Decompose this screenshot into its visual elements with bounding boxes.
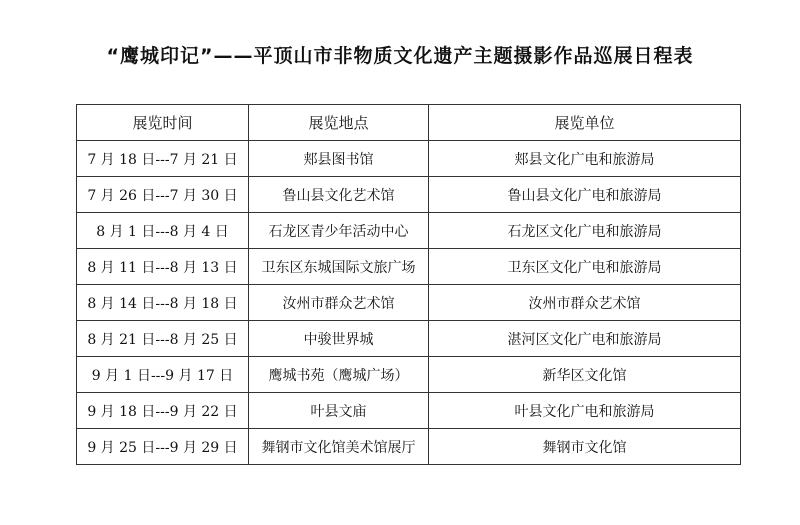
cell-time: 8 月 11 日---8 月 13 日 <box>77 249 249 285</box>
cell-venue: 中骏世界城 <box>249 321 429 357</box>
cell-time: 8 月 21 日---8 月 25 日 <box>77 321 249 357</box>
table-row <box>77 249 741 285</box>
cell-organizer: 鲁山县文化广电和旅游局 <box>429 177 741 213</box>
cell-organizer: 郏县文化广电和旅游局 <box>429 141 741 177</box>
cell-time: 9 月 18 日---9 月 22 日 <box>77 393 249 429</box>
table-row <box>77 285 741 321</box>
exhibition-schedule-table <box>76 104 741 465</box>
table-row <box>77 177 741 213</box>
table-row <box>77 321 741 357</box>
cell-organizer: 舞钢市文化馆 <box>429 429 741 465</box>
table-row <box>77 213 741 249</box>
cell-time: 7 月 18 日---7 月 21 日 <box>77 141 249 177</box>
cell-venue: 汝州市群众艺术馆 <box>249 285 429 321</box>
table-row <box>77 393 741 429</box>
cell-venue: 鹰城书苑（鹰城广场） <box>249 357 429 393</box>
cell-time: 8 月 1 日---8 月 4 日 <box>77 213 249 249</box>
cell-time: 8 月 14 日---8 月 18 日 <box>77 285 249 321</box>
table-row <box>77 141 741 177</box>
cell-organizer: 汝州市群众艺术馆 <box>429 285 741 321</box>
cell-venue: 叶县文庙 <box>249 393 429 429</box>
cell-venue: 石龙区青少年活动中心 <box>249 213 429 249</box>
header-exhibition-organizer: 展览单位 <box>429 105 741 141</box>
table-row <box>77 429 741 465</box>
cell-organizer: 叶县文化广电和旅游局 <box>429 393 741 429</box>
cell-venue: 卫东区东城国际文旅广场 <box>249 249 429 285</box>
cell-venue: 舞钢市文化馆美术馆展厅 <box>249 429 429 465</box>
header-exhibition-time: 展览时间 <box>77 105 249 141</box>
cell-time: 9 月 25 日---9 月 29 日 <box>77 429 249 465</box>
header-exhibition-venue: 展览地点 <box>249 105 429 141</box>
document-title: “鹰城印记”——平顶山市非物质文化遗产主题摄影作品巡展日程表 <box>106 45 694 67</box>
cell-organizer: 新华区文化馆 <box>429 357 741 393</box>
cell-venue: 鲁山县文化艺术馆 <box>249 177 429 213</box>
cell-organizer: 湛河区文化广电和旅游局 <box>429 321 741 357</box>
cell-time: 7 月 26 日---7 月 30 日 <box>77 177 249 213</box>
table-header-row <box>77 105 741 141</box>
table-row <box>77 357 741 393</box>
cell-time: 9 月 1 日---9 月 17 日 <box>77 357 249 393</box>
cell-organizer: 卫东区文化广电和旅游局 <box>429 249 741 285</box>
cell-venue: 郏县图书馆 <box>249 141 429 177</box>
cell-organizer: 石龙区文化广电和旅游局 <box>429 213 741 249</box>
